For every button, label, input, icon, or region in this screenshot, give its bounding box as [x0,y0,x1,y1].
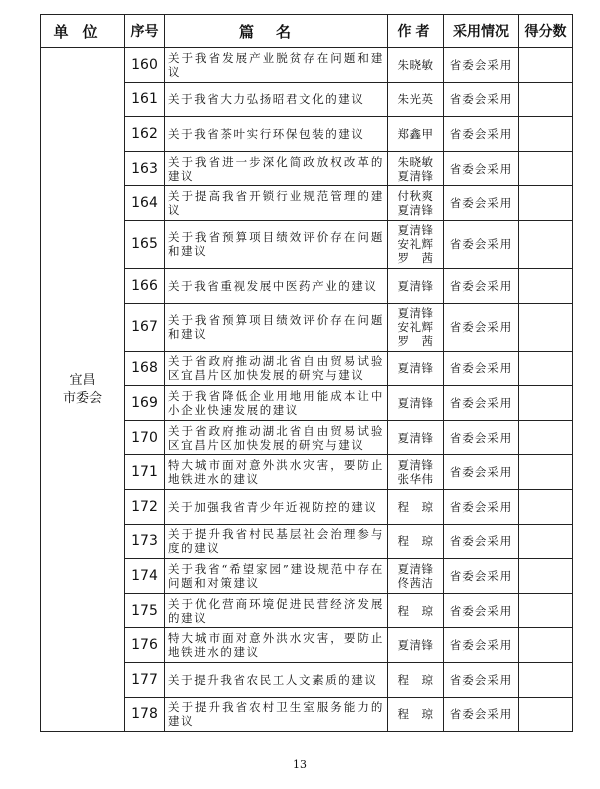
header-row [41,15,573,48]
row-number: 178 [125,697,165,732]
author-name: 夏清锋 [397,361,434,376]
adoption-status: 省委会采用 [444,186,519,221]
author-cell [388,455,444,490]
author-cell [388,593,444,628]
unit-name-line: 宜昌 [69,372,96,388]
score-cell [519,351,573,386]
adoption-status: 省委会采用 [444,117,519,152]
unit-cell [41,48,125,732]
adoption-status: 省委会采用 [444,593,519,628]
table-body [41,48,573,732]
author-cell [388,220,444,268]
row-number: 164 [125,186,165,221]
author-name: 罗 茜 [397,334,434,349]
author-name: 程 琼 [397,499,434,514]
score-cell [519,593,573,628]
author-name: 夏清锋 [397,168,434,183]
author-cell [388,268,444,303]
author-cell [388,151,444,186]
adoption-status: 省委会采用 [444,628,519,663]
adoption-status: 省委会采用 [444,455,519,490]
adoption-status: 省委会采用 [444,559,519,594]
author-name: 夏清锋 [397,430,434,445]
author-cell [388,628,444,663]
row-number: 176 [125,628,165,663]
author-name: 朱光英 [397,92,434,107]
proposal-title: 关于优化营商环境促进民营经济发展的建议 [165,593,388,628]
row-number: 174 [125,559,165,594]
header-score: 得分数 [519,15,573,48]
proposal-title: 关于提高我省开锁行业规范管理的建议 [165,186,388,221]
score-cell [519,559,573,594]
author-name: 夏清锋 [397,278,434,293]
proposal-title: 关于我省降低企业用地用能成本让中小企业快速发展的建议 [165,386,388,421]
author-name: 佟茜洁 [397,575,434,590]
proposal-title: 关于我省“希望家园”建设规范中存在问题和对策建议 [165,559,388,594]
author-cell [388,420,444,455]
row-number: 175 [125,593,165,628]
proposal-title: 特大城市面对意外洪水灾害，要防止地铁进水的建议 [165,455,388,490]
proposal-title: 关于省政府推动湖北省自由贸易试验区宜昌片区加快发展的研究与建议 [165,351,388,386]
proposal-title: 关于我省预算项目绩效评价存在问题和建议 [165,303,388,351]
author-name: 程 琼 [397,707,434,722]
adoption-status: 省委会采用 [444,303,519,351]
author-name: 付秋爽 [397,189,434,204]
row-number: 160 [125,48,165,83]
adoption-status: 省委会采用 [444,351,519,386]
author-name: 夏清锋 [397,561,434,576]
proposal-title: 关于我省重视发展中医药产业的建议 [165,268,388,303]
row-number: 171 [125,455,165,490]
score-cell [519,48,573,83]
adoption-status: 省委会采用 [444,386,519,421]
author-cell [388,48,444,83]
author-cell [388,117,444,152]
author-name: 郑鑫甲 [397,126,434,141]
page-number: 13 [293,758,307,771]
author-cell [388,489,444,524]
score-cell [519,697,573,732]
proposal-title: 关于我省大力弘扬昭君文化的建议 [165,82,388,117]
author-name: 夏清锋 [397,638,434,653]
row-number: 162 [125,117,165,152]
proposal-title: 关于省政府推动湖北省自由贸易试验区宜昌片区加快发展的研究与建议 [165,420,388,455]
proposals-table [40,14,573,732]
document-page [40,14,572,732]
author-cell [388,186,444,221]
row-number: 167 [125,303,165,351]
row-number: 161 [125,82,165,117]
adoption-status: 省委会采用 [444,524,519,559]
unit-name-line: 市委会 [62,390,102,406]
adoption-status: 省委会采用 [444,151,519,186]
adoption-status: 省委会采用 [444,48,519,83]
proposal-title: 关于加强我省青少年近视防控的建议 [165,489,388,524]
proposal-title: 关于我省发展产业脱贫存在问题和建议 [165,48,388,83]
row-number: 168 [125,351,165,386]
score-cell [519,82,573,117]
author-cell [388,559,444,594]
author-cell [388,386,444,421]
row-number: 170 [125,420,165,455]
adoption-status: 省委会采用 [444,489,519,524]
author-cell [388,303,444,351]
row-number: 173 [125,524,165,559]
score-cell [519,386,573,421]
author-name: 朱晓敏 [397,154,434,169]
author-cell [388,351,444,386]
author-name: 朱晓敏 [397,57,434,72]
score-cell [519,420,573,455]
author-name: 安礼辉 [397,320,434,335]
author-cell [388,697,444,732]
row-number: 177 [125,662,165,697]
score-cell [519,151,573,186]
author-name: 安礼辉 [397,237,434,252]
author-name: 程 琼 [397,672,434,687]
proposal-title: 关于提升我省农民工人文素质的建议 [165,662,388,697]
row-number: 166 [125,268,165,303]
score-cell [519,455,573,490]
table-row [41,48,573,83]
score-cell [519,303,573,351]
author-cell [388,524,444,559]
score-cell [519,524,573,559]
row-number: 163 [125,151,165,186]
proposal-title: 特大城市面对意外洪水灾害，要防止地铁进水的建议 [165,628,388,663]
author-cell [388,662,444,697]
adoption-status: 省委会采用 [444,268,519,303]
score-cell [519,220,573,268]
author-name: 罗 茜 [397,251,434,266]
adoption-status: 省委会采用 [444,220,519,268]
author-name: 夏清锋 [397,223,434,238]
author-cell [388,82,444,117]
row-number: 169 [125,386,165,421]
header-author: 作者 [388,15,444,48]
header-unit: 单位 [41,15,125,48]
score-cell [519,268,573,303]
row-number: 165 [125,220,165,268]
proposal-title: 关于提升我省农村卫生室服务能力的建议 [165,697,388,732]
adoption-status: 省委会采用 [444,82,519,117]
score-cell [519,186,573,221]
proposal-title: 关于我省预算项目绩效评价存在问题和建议 [165,220,388,268]
author-name: 程 琼 [397,603,434,618]
row-number: 172 [125,489,165,524]
adoption-status: 省委会采用 [444,420,519,455]
score-cell [519,489,573,524]
proposal-title: 关于我省进一步深化简政放权改革的建议 [165,151,388,186]
author-name: 夏清锋 [397,395,434,410]
adoption-status: 省委会采用 [444,662,519,697]
author-name: 张华伟 [397,472,434,487]
author-name: 程 琼 [397,534,434,549]
proposal-title: 关于我省茶叶实行环保包装的建议 [165,117,388,152]
score-cell [519,117,573,152]
header-no: 序号 [125,15,165,48]
score-cell [519,662,573,697]
score-cell [519,628,573,663]
author-name: 夏清锋 [397,203,434,218]
adoption-status: 省委会采用 [444,697,519,732]
header-status: 采用情况 [444,15,519,48]
proposal-title: 关于提升我省村民基层社会治理参与度的建议 [165,524,388,559]
author-name: 夏清锋 [397,458,434,473]
header-title: 篇名 [165,15,388,48]
author-name: 夏清锋 [397,306,434,321]
